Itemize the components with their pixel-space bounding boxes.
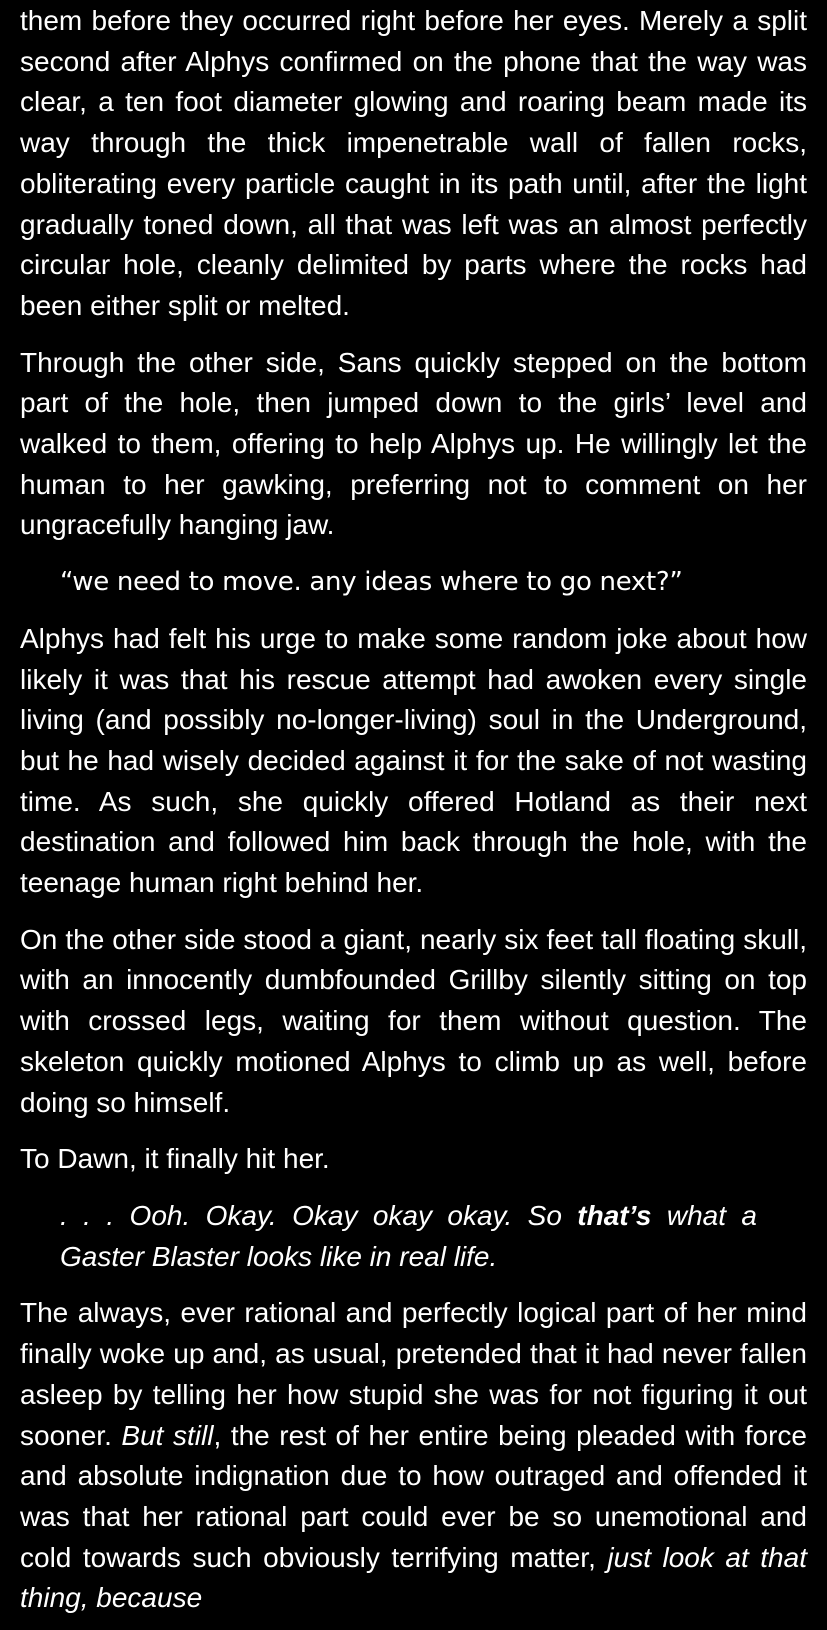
paragraph-4: On the other side stood a giant, nearly six feet tall floating skull, with an innocently dumbfounded Grillby silently sitting on top with crossed legs, waiting for them without question. The skeleton quickly motioned Alphys to climb up as well, before doing so himself. <box>20 923 807 1118</box>
paragraph-6-italic-2: just look at that thing, because <box>20 1541 807 1614</box>
paragraph-6-text-2: , the rest of her entire being pleaded with force and absolute indignation due to how outraged and offended it was that her rational part could ever be so unemotional and cold towards such obviously terrifying matter, <box>20 1419 807 1573</box>
paragraph-5: To Dawn, it finally hit her. <box>20 1143 330 1175</box>
thought-passage <box>20 1196 807 1277</box>
paragraph-1: them before they occurred right before her eyes. Merely a split second after Alphys confirmed on the phone that the way was clear, a ten foot diameter glowing and roaring beam made its way through the thick impenetrable wall of fallen rocks, obliterating every particle caught in its path until, after the light gradually toned down, all that was left was an almost perfectly circular hole, cleanly delimited by parts where the rocks had been either split or melted. <box>20 5 807 321</box>
thought-emphasis: that’s <box>577 1199 652 1231</box>
paragraph-6 <box>20 1293 807 1619</box>
thought-text-1: . . . Ooh. Okay. Okay okay okay. So <box>60 1199 578 1231</box>
paragraph-6-text-1: The always, ever rational and perfectly logical part of her mind finally woke up and, as usual, pretended that it had never fallen asleep by telling her how stupid she was for not figuring it out sooner. <box>20 1297 807 1451</box>
dialogue-line: “we need to move. any ideas where to go next?” <box>60 567 683 598</box>
paragraph-2: Through the other side, Sans quickly stepped on the bottom part of the hole, then jumped down to the girls’ level and walked to them, offering to help Alphys up. He willingly let the human to her gawking, preferring not to comment on her ungracefully hanging jaw. <box>20 346 807 541</box>
paragraph-3: Alphys had felt his urge to make some random joke about how likely it was that his rescue attempt had awoken every single living (and possibly no-longer-living) soul in the Underground, but he had wisely decided against it for the sake of not wasting time. As such, she quickly offered Hotland as their next destination and followed him back through the hole, with the teenage human right behind her. <box>20 622 807 899</box>
thought-text-2: what a Gaster Blaster looks like in real life. <box>60 1199 757 1272</box>
document-page <box>20 0 807 1619</box>
paragraph-6-italic-1: But still <box>121 1419 214 1451</box>
